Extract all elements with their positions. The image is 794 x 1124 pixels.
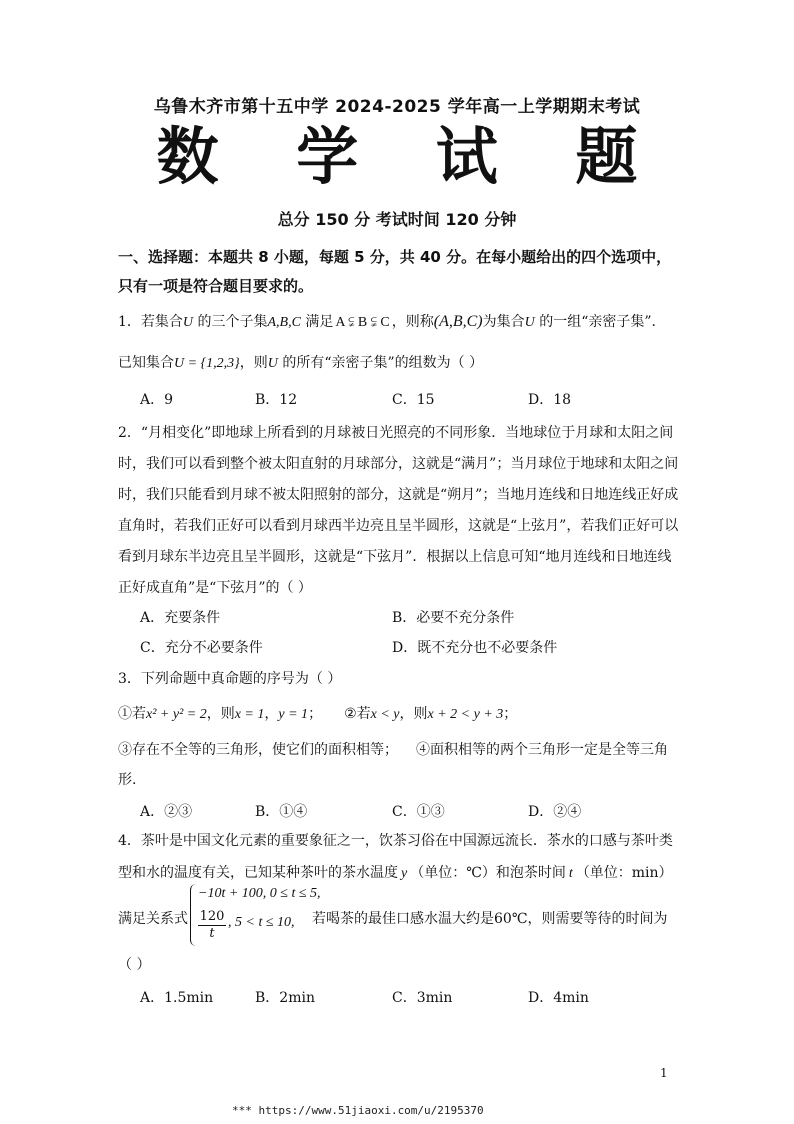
q1-option-d[interactable]: D．18 (528, 392, 572, 408)
q3-text: ，则 (206, 706, 235, 722)
q4-case-2: , 5 < t ≤ 10, (228, 915, 295, 930)
q4-option-c[interactable]: C．3min (392, 990, 453, 1006)
q1-chain: A ⫋ B ⫋ C (335, 315, 390, 330)
q1-stem-line-1 (118, 311, 678, 331)
q1-text: ，则称 (391, 314, 434, 330)
q3-p1-equation: x² + y² = 2 (146, 707, 207, 722)
q1-text: ，则 (239, 355, 268, 371)
q3-text: ②若 (344, 706, 371, 722)
section-heading (118, 243, 678, 301)
q3-p4: ④面积相等的两个三角形一定是全等三角 (416, 742, 668, 758)
section-heading-line-1: 一、选择题：本题共 8 小题，每题 5 分，共 40 分。在每小题给出的四个选项中， (118, 248, 672, 266)
q1-set-def: U = {1,2,3} (174, 356, 240, 371)
q3-stem: 3．下列命题中真命题的序号为（ ） (118, 671, 342, 687)
q1-set-u: U (524, 315, 535, 330)
exam-meta: 总分 150 分 考试时间 120 分钟 (277, 210, 517, 229)
q2-stem-line: 2．“月相变化”即地球上所看到的月球被日光照亮的不同形象．当地球位于月球和太阳之间 (118, 425, 674, 441)
q3-p3: ③存在不全等的三角形，使它们的面积相等； (118, 742, 398, 758)
q4-option-d[interactable]: D．4min (528, 990, 589, 1006)
q2-option-c[interactable]: C．充分不必要条件 (140, 640, 263, 656)
q1-option-c[interactable]: C．15 (392, 392, 435, 408)
q4-answer-paren: （ ） (118, 957, 151, 973)
q2-option-a[interactable]: A．充要条件 (140, 610, 221, 626)
q1-text: 满足 (300, 314, 334, 330)
q1-text: 的所有“亲密子集”的组数为（ ） (277, 355, 484, 371)
q2-stem-line: 时，我们只能看到月球不被太阳照射的部分，这就是“朔月”；当地月连线和日地连线正好成 (118, 487, 679, 503)
q1-subsets: A,B,C (267, 315, 301, 330)
q4-relation-label: 满足关系式 (118, 911, 188, 927)
q4-stem-line-2 (118, 862, 678, 882)
q2-stem-line: 正好成直角”是“下弦月”的（ ） (118, 580, 312, 596)
q3-text: ； (503, 706, 518, 722)
footer-link[interactable]: *** https://www.51jiaoxi.com/u/2195370 (232, 1104, 484, 1117)
q1-text: 已知集合 (118, 355, 174, 371)
q1-option-a[interactable]: A．9 (140, 392, 174, 408)
school-title: 乌鲁木齐市第十五中学 2024-2025 学年高一上学期期末考试 (153, 97, 641, 117)
q1-set-u: U (267, 356, 278, 371)
q4-text: （单位：℃）和泡茶时间 (410, 865, 566, 881)
q3-text: ； (308, 706, 323, 722)
q3-text: ，则 (399, 706, 428, 722)
q1-tuple: (A,B,C) (433, 313, 483, 330)
q1-text: 1．若集合 (118, 314, 183, 330)
q4-fraction-numerator: 120 (199, 909, 225, 924)
q2-stem-line: 看到月球东半边亮且呈半圆形，这就是“下弦月”．根据以上信息可知“地月连线和日地连线 (118, 549, 672, 565)
q3-p2-condition: x < y (370, 707, 400, 722)
exam-title: 数 学 试 题 (156, 120, 666, 193)
q3-p2-result: x + 2 < y + 3 (427, 707, 504, 722)
q3-text: ①若 (118, 706, 146, 722)
q3-p1-y: y = 1 (278, 707, 309, 722)
q3-p4-continued: 形. (118, 772, 137, 788)
q1-text: 为集合 (482, 314, 525, 330)
q4-piecewise-function (190, 884, 321, 950)
q3-option-a[interactable]: A．②③ (140, 804, 193, 820)
q1-set-u: U (182, 315, 194, 330)
q4-stem-line-3: 若喝茶的最佳口感水温大约是60℃，则需要等待的时间为 (312, 911, 668, 927)
q1-option-b[interactable]: B．12 (255, 392, 298, 408)
q4-text: （单位：min） (575, 865, 673, 881)
q4-stem-line-1: 4．茶叶是中国文化元素的重要象征之一，饮茶习俗在中国源远流长．茶水的口感与茶叶类 (118, 833, 673, 849)
q1-stem-line-2 (118, 352, 678, 372)
q4-case-1: −10t + 100, 0 ≤ t ≤ 5, (198, 886, 321, 901)
q2-option-b[interactable]: B．必要不充分条件 (392, 610, 515, 626)
q1-text: 的一组“亲密子集”. (534, 314, 656, 330)
q3-propositions-1-2 (118, 703, 678, 723)
q3-propositions-3-4 (118, 739, 678, 759)
q3-option-d[interactable]: D．②④ (528, 804, 582, 820)
page-number: 1 (660, 1066, 668, 1080)
q4-option-a[interactable]: A．1.5min (140, 990, 214, 1006)
q2-option-d[interactable]: D．既不充分也不必要条件 (392, 640, 558, 656)
q4-var-t: t (568, 866, 573, 881)
q1-text: 的三个子集 (193, 314, 268, 330)
q2-stem-line: 直角时，若我们正好可以看到月球西半边亮且呈半圆形，这就是“上弦月”，若我们正好可以 (118, 518, 679, 534)
q3-p1-x: x = 1 (234, 707, 265, 722)
q4-fraction-denominator: t (209, 926, 215, 941)
q4-var-y: y (401, 866, 408, 881)
q3-text: ， (264, 706, 279, 722)
q3-option-c[interactable]: C．①③ (392, 804, 445, 820)
q4-fraction (198, 909, 226, 942)
q2-stem-line: 时，我们可以看到整个被太阳直射的月球部分，这就是“满月”；当月球位于地球和太阳之间 (118, 456, 679, 472)
section-heading-line-2: 只有一项是符合题目要求的。 (118, 277, 314, 295)
q4-text: 型和水的温度有关，已知某种茶叶的茶水温度 (118, 865, 398, 881)
q3-option-b[interactable]: B．①④ (255, 804, 308, 820)
q4-option-b[interactable]: B．2min (255, 990, 315, 1006)
